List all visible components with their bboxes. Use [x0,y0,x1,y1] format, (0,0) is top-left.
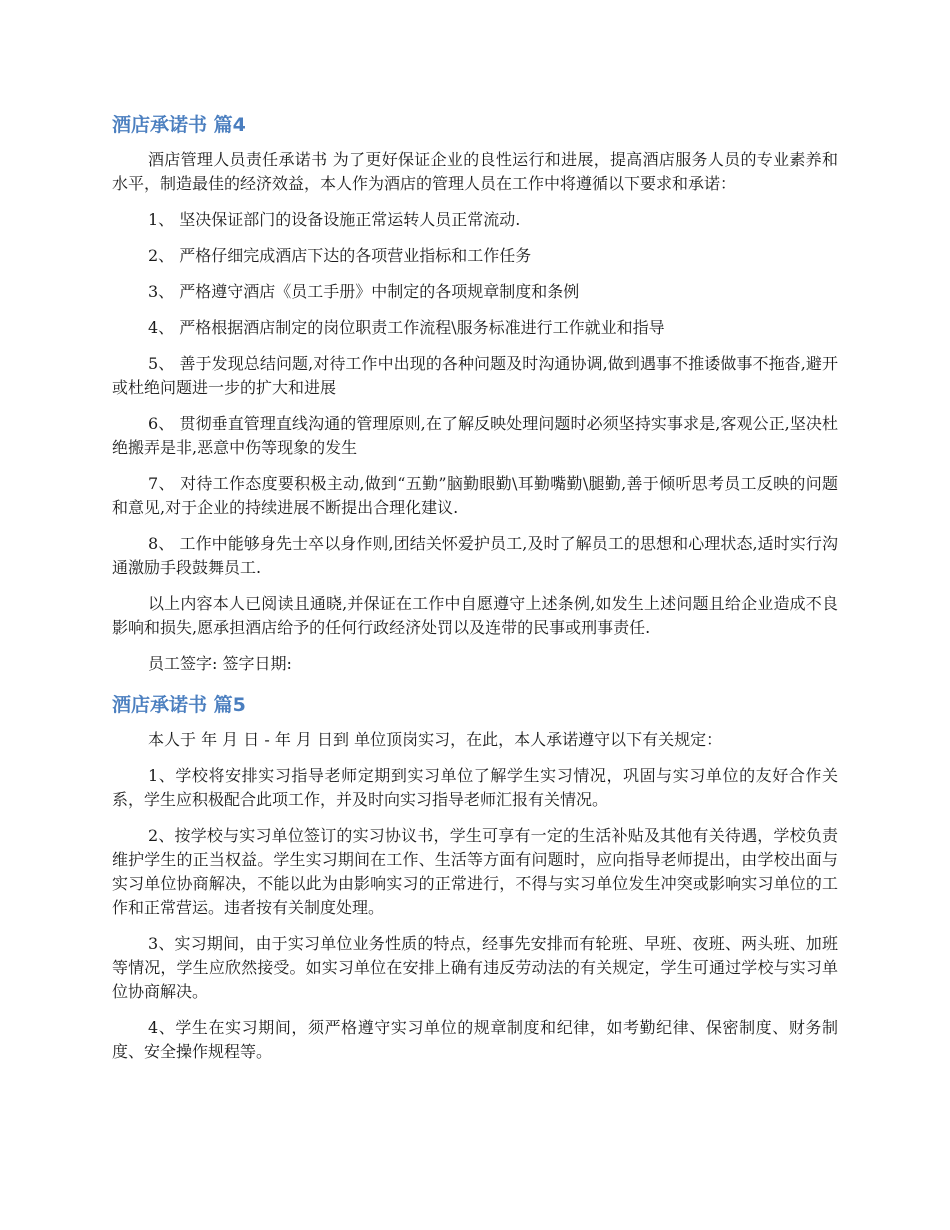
section-4-closing: 以上内容本人已阅读且通晓,并保证在工作中自愿遵守上述条例,如发生上述问题且给企业造成不良影响和损失,愿承担酒店给予的任何行政经济处罚以及连带的民事或刑事责任. [112,594,838,637]
section-4-title: 酒店承诺书 篇4 [112,114,246,136]
section-4-item-5: 5、 善于发现总结问题,对待工作中出现的各种问题及时沟通协调,做到遇事不推诿做事不拖沓,避开或杜绝问题进一步的扩大和进展 [112,354,838,397]
section-5-item-3: 3、实习期间，由于实习单位业务性质的特点，经事先安排而有轮班、早班、夜班、两头班、加班等情况，学生应欣然接受。如实习单位在安排上确有违反劳动法的有关规定，学生可通过学校与实习单位协商解决。 [112,934,838,1001]
section-5-item-4: 4、学生在实习期间，须严格遵守实习单位的规章制度和纪律，如考勤纪律、保密制度、财务制度、安全操作规程等。 [112,1018,838,1061]
section-5-title: 酒店承诺书 篇5 [112,694,246,716]
section-5-item-1: 1、学校将安排实习指导老师定期到实习单位了解学生实习情况，巩固与实习单位的友好合作关系，学生应积极配合此项工作，并及时向实习指导老师汇报有关情况。 [112,766,838,809]
section-4-item-1: 1、 坚决保证部门的设备设施正常运转人员正常流动. [148,210,521,229]
section-4-item-8: 8、 工作中能够身先士卒以身作则,团结关怀爱护员工,及时了解员工的思想和心理状态,适时实行沟通激励手段鼓舞员工. [112,534,838,577]
section-5-intro: 本人于 年 月 日 - 年 月 日到 单位顶岗实习，在此，本人承诺遵守以下有关规定： [148,730,723,749]
section-4-item-6: 6、 贯彻垂直管理直线沟通的管理原则,在了解反映处理问题时必须坚持实事求是,客观公正,坚决杜绝搬弄是非,恶意中伤等现象的发生 [112,414,838,457]
section-4-item-4: 4、 严格根据酒店制定的岗位职责工作流程\服务标准进行工作就业和指导 [148,318,665,337]
section-4-item-3: 3、 严格遵守酒店《员工手册》中制定的各项规章制度和条例 [148,282,580,301]
section-4-item-7: 7、 对待工作态度要积极主动,做到“五勤”脑勤眼勤\耳勤嘴勤\腿勤,善于倾听思考员工反映的问题和意见,对于企业的持续进展不断提出合理化建议. [112,474,838,517]
section-4-intro: 酒店管理人员责任承诺书 为了更好保证企业的良性运行和进展，提高酒店服务人员的专业素养和水平，制造最佳的经济效益，本人作为酒店的管理人员在工作中将遵循以下要求和承诺： [112,150,838,193]
section-4-body [112,148,838,676]
section-5-item-2: 2、按学校与实习单位签订的实习协议书，学生可享有一定的生活补贴及其他有关待遇，学校负责维护学生的正当权益。学生实习期间在工作、生活等方面有问题时，应向指导老师提出，由学校出面与实习单位协商解决，不能以此为由影响实习的正常进行，不得与实习单位发生冲突或影响实习单位的工作和正常营运。违者按有关制度处理。 [112,826,838,917]
section-4-signature-line: 员工签字: 签字日期: [148,654,292,673]
section-5-body [112,728,838,1064]
section-4-item-2: 2、 严格仔细完成酒店下达的各项营业指标和工作任务 [148,246,532,265]
